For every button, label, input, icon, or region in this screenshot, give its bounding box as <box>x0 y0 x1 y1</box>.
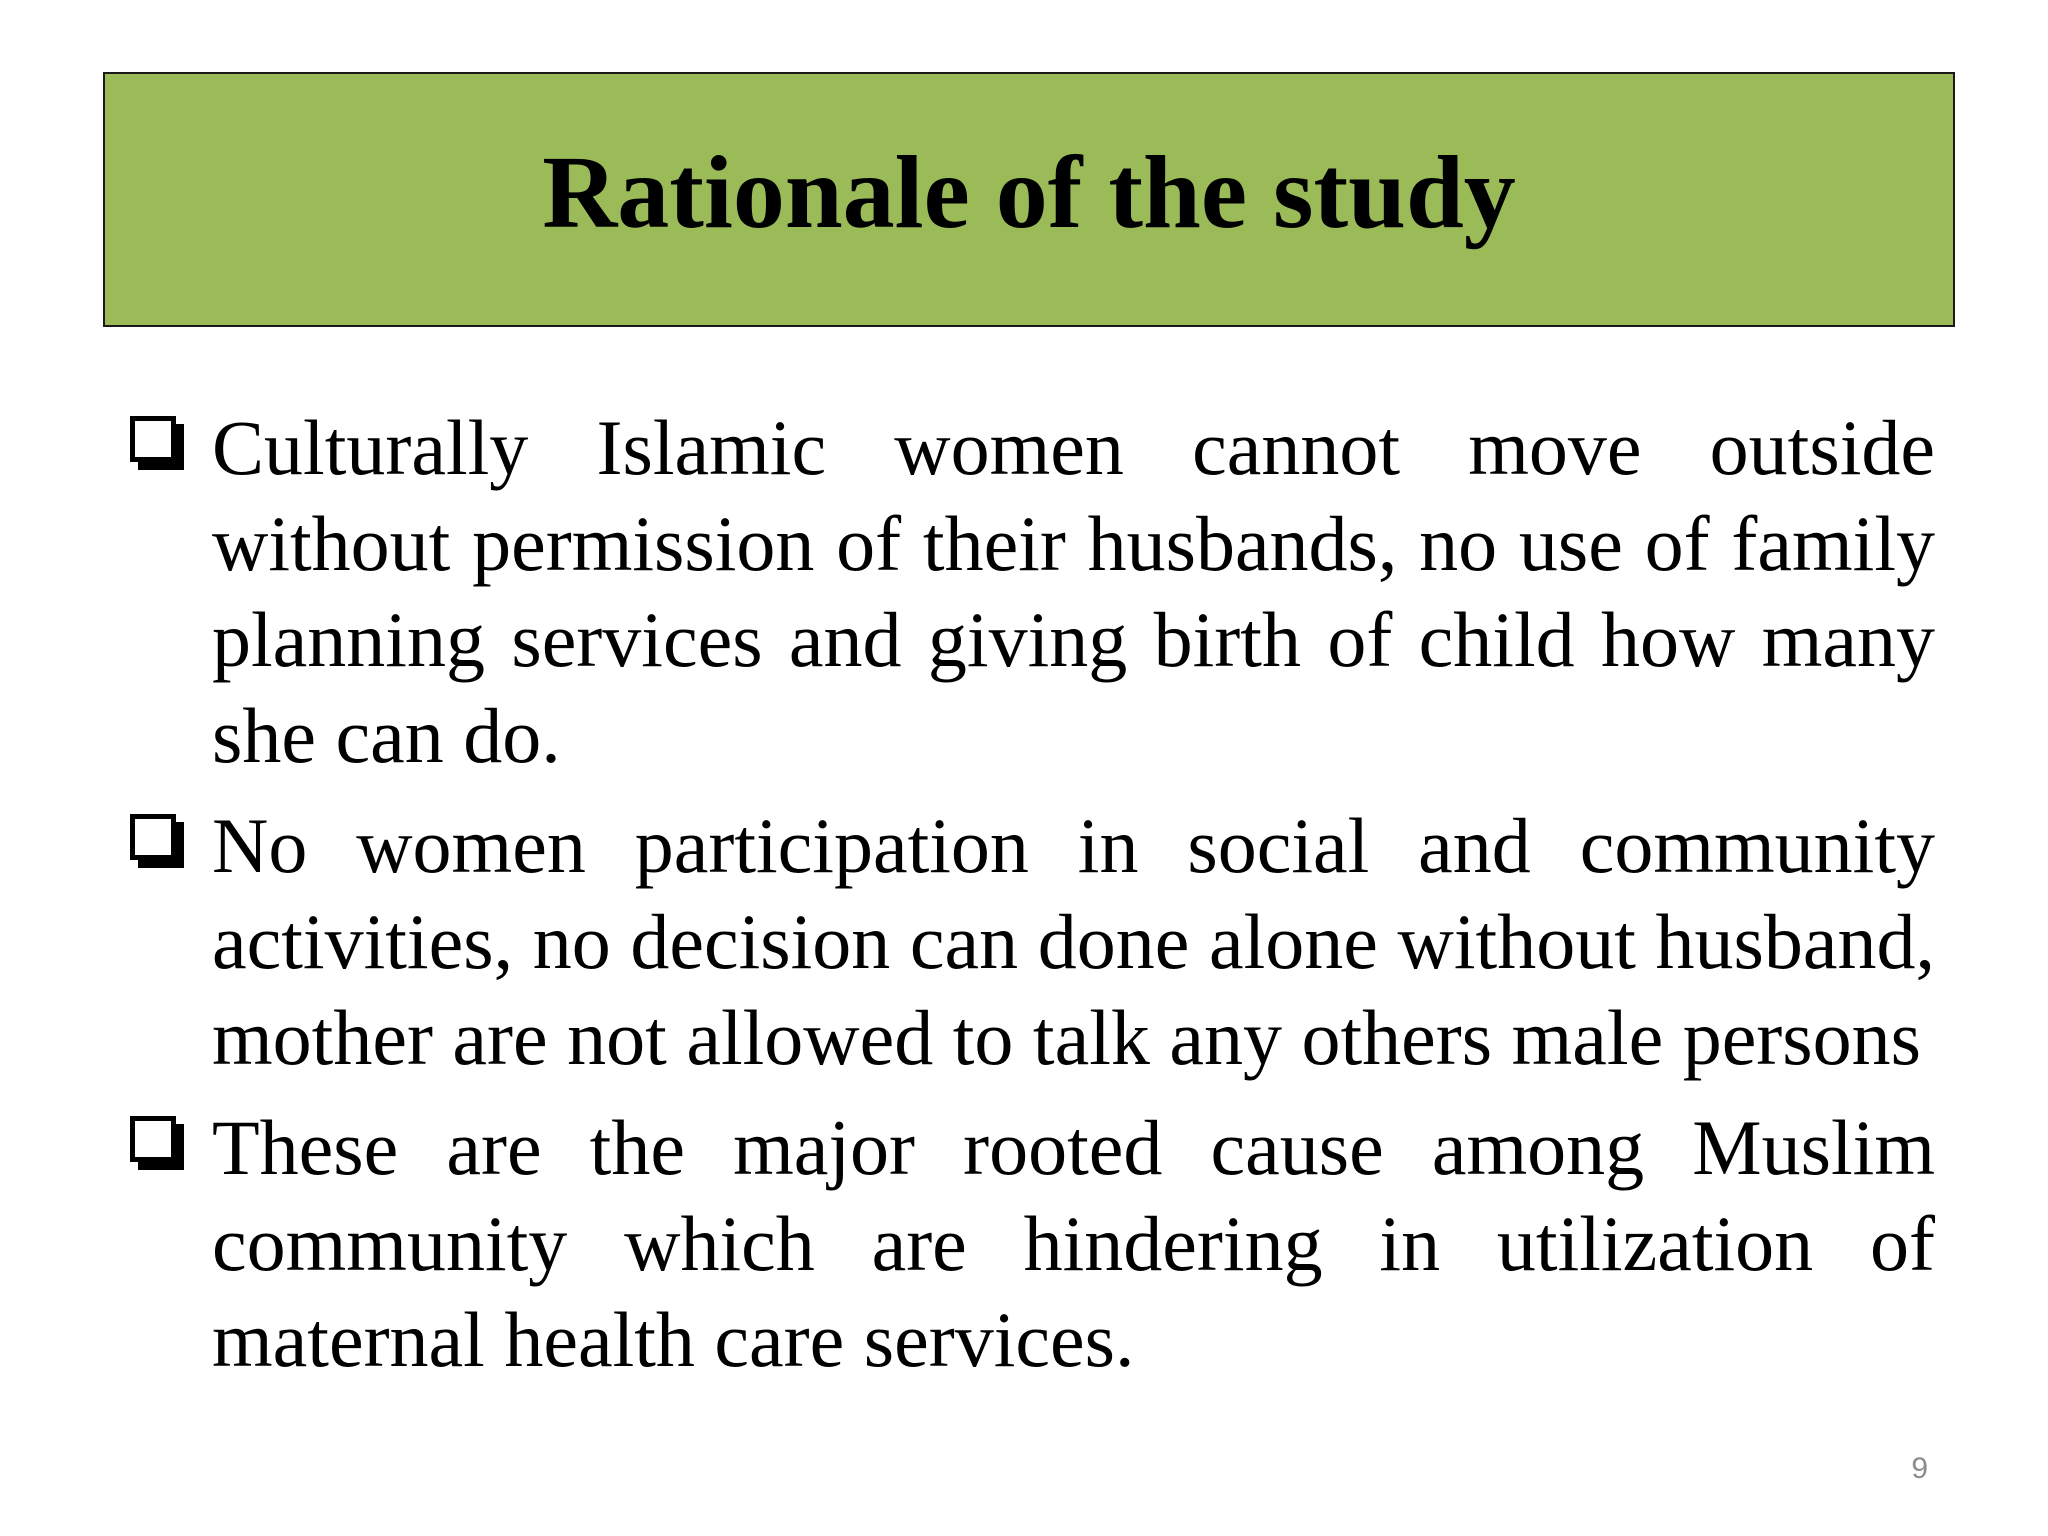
slide-number: 9 <box>1911 1452 1928 1485</box>
bullet-item <box>130 1100 1935 1388</box>
bullet-text: No women participation in social and community activities, no decision can done alone without husband, mother are not allowed to talk any others male persons <box>212 802 1935 1081</box>
checkbox-square-icon <box>130 416 188 480</box>
bullet-item <box>130 400 1935 784</box>
bullet-text: These are the major rooted cause among Muslim community which are hindering in utilization of maternal health care services. <box>212 1104 1935 1383</box>
title-banner <box>103 72 1955 327</box>
slide-title: Rationale of the study <box>542 134 1516 250</box>
bullet-item <box>130 798 1935 1086</box>
checkbox-square-icon <box>130 814 188 878</box>
bullet-list <box>130 400 1935 1402</box>
bullet-text: Culturally Islamic women cannot move outside without permission of their husbands, no use of family planning services and giving birth of child how many she can do. <box>212 404 1935 779</box>
checkbox-square-icon <box>130 1116 188 1180</box>
